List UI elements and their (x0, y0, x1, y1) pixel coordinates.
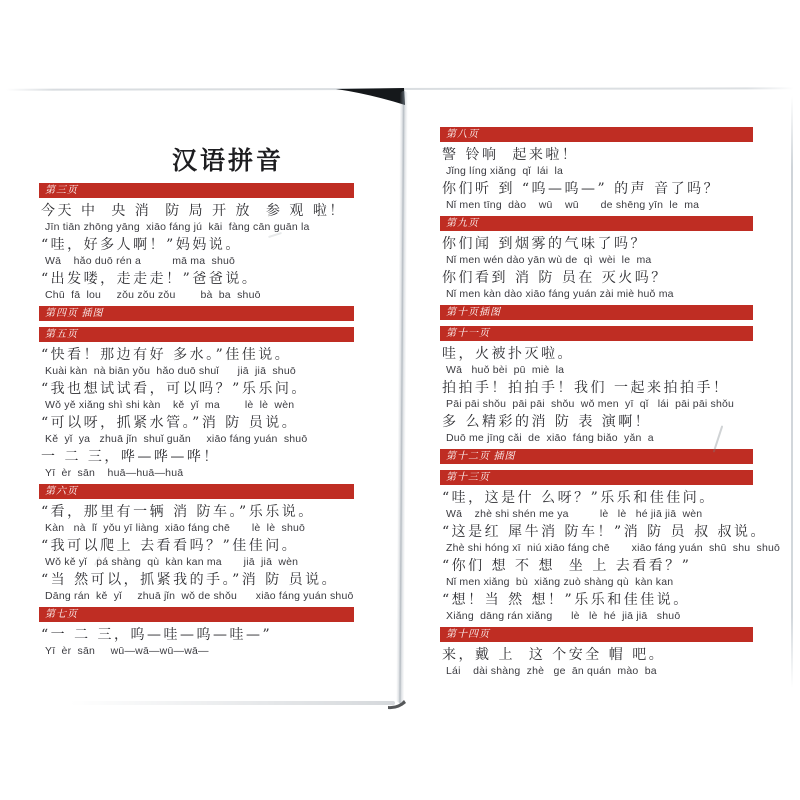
section-header: 第八页 (440, 127, 753, 142)
section-header: 第五页 (39, 327, 354, 342)
chinese-text-line: “看，那里有一辆 消 防车。”乐乐说。 (41, 504, 315, 520)
pinyin-text-line: Zhè shi hóng xī niú xiāo fáng chē xiāo fáng yuán shū shu shuō (446, 542, 781, 554)
pinyin-text-line: Lái dài shàng zhè ge ān quán mào ba (446, 665, 657, 677)
pinyin-text-line: Xiǎng dāng rán xiǎng lè lè hé jiā jiā shuō (446, 610, 681, 622)
chinese-text-line: “快看！那边有好 多水。”佳佳说。 (41, 347, 292, 363)
section-header: 第十页插图 (440, 305, 753, 320)
pinyin-text-line: Yī èr sān wū—wā—wū—wā— (45, 645, 209, 657)
chinese-text-line: “这是红 犀牛消 防车！”消 防 员 叔 叔说。 (442, 524, 768, 540)
pinyin-text-line: Pāi pāi shǒu pāi pāi shǒu wǒ men yī qǐ lái pāi pāi shǒu (446, 398, 735, 410)
pinyin-text-line: Wǒ yě xiǎng shì shi kàn kě yǐ ma lè lè wèn (45, 399, 295, 411)
chinese-text-line: “我可以爬上 去看看吗？”佳佳问。 (41, 538, 299, 554)
pinyin-text-line: Duō me jīng cǎi de xiāo fáng biǎo yǎn a (446, 432, 654, 444)
left-page-content (39, 183, 354, 659)
chinese-text-line: “哇，好多人啊！”妈妈说。 (41, 237, 242, 253)
pinyin-text-line: Jīn tiān zhōng yāng xiāo fáng jú kāi fàng cān guān la (45, 221, 310, 233)
chinese-text-line: “哇，这是什 么呀？”乐乐和佳佳问。 (442, 490, 716, 506)
pinyin-text-line: Chū fā lou zǒu zǒu zǒu bà ba shuō (45, 289, 261, 301)
chinese-text-line: 今天 中 央 消 防 局 开 放 参 观 啦！ (41, 203, 346, 219)
chinese-text-line: 拍拍手！拍拍手！我们 一起来拍拍手！ (442, 380, 730, 396)
pinyin-text-line: Nǐ men xiǎng bù xiǎng zuò shàng qù kàn kan (446, 576, 674, 588)
section-header: 第十一页 (440, 326, 753, 341)
pinyin-text-line: Kuài kàn nà biān yǒu hǎo duō shuǐ jiā jiā shuō (45, 365, 296, 377)
chinese-text-line: “想！当 然 想！”乐乐和佳佳说。 (442, 592, 690, 608)
pinyin-text-line: Nǐ men tīng dào wū wū de shēng yīn le ma (446, 199, 700, 211)
right-page-content (440, 127, 781, 679)
pinyin-text-line: Wā hǎo duō rén a mā ma shuō (45, 255, 236, 267)
pinyin-text-line: Kě yǐ ya zhuā jǐn shuǐ guǎn xiāo fáng yuán shuō (45, 433, 308, 445)
page-right-edge (791, 96, 793, 688)
pinyin-text-line: Dāng rán kě yǐ zhuā jǐn wǒ de shǒu xiāo fáng yuán shuō (45, 590, 354, 602)
chinese-text-line: “出发喽，走走走！”爸爸说。 (41, 271, 259, 287)
section-header: 第七页 (39, 607, 354, 622)
section-header: 第十三页 (440, 470, 753, 485)
chinese-text-line: 警 铃响 起来啦！ (442, 147, 579, 163)
chinese-text-line: 来，戴 上 这 个安全 帽 吧。 (442, 647, 666, 663)
section-header: 第三页 (39, 183, 354, 198)
book-spine (396, 91, 408, 703)
chinese-text-line: “我也想试试看，可以吗？”乐乐问。 (41, 381, 308, 397)
pinyin-text-line: Nǐ men wén dào yān wù de qì wèi le ma (446, 254, 652, 266)
pinyin-text-line: Yī èr sān huā—huā—huā (45, 467, 184, 479)
chinese-text-line: “可以呀，抓紧水管。”消 防 员说。 (41, 415, 299, 431)
chinese-text-line: 你们闻 到烟雾的气味了吗？ (442, 236, 647, 252)
section-header: 第四页 插图 (39, 306, 354, 321)
page-title: 汉语拼音 (172, 147, 285, 175)
chinese-text-line: 一 二 三，哗—哗—哗！ (41, 449, 220, 465)
pinyin-text-line: Nǐ men kàn dào xiāo fáng yuán zài miè huǒ ma (446, 288, 674, 300)
pinyin-text-line: Wǒ kě yǐ pá shàng qù kàn kan ma jiā jiā wèn (45, 556, 299, 568)
section-header: 第九页 (440, 216, 753, 231)
chinese-text-line: 你们看到 消 防 员在 灭火吗？ (442, 270, 668, 286)
pinyin-text-line: Jǐng líng xiǎng qǐ lái la (446, 165, 564, 177)
pinyin-text-line: Wā zhè shi shén me ya lè lè hé jiā jiā wèn (446, 508, 703, 520)
section-header: 第十二页 插图 (440, 449, 753, 464)
section-header: 第十四页 (440, 627, 753, 642)
pinyin-text-line: Kàn nà lǐ yǒu yī liàng xiāo fáng chē lè lè shuō (45, 522, 306, 534)
pinyin-text-line: Wā huǒ bèi pū miè la (446, 364, 565, 376)
chinese-text-line: “一 二 三，呜—哇—呜—哇—” (41, 627, 273, 643)
chinese-text-line: 哇，火被扑灭啦。 (442, 346, 574, 362)
chinese-text-line: “当 然可以，抓紧我的手。”消 防 员说。 (41, 572, 339, 588)
section-header: 第六页 (39, 484, 354, 499)
left-page-bottom-shadow (70, 701, 395, 705)
chinese-text-line: 多 么精彩的消 防 表 演啊！ (442, 414, 652, 430)
chinese-text-line: “你们 想 不 想 坐 上 去看看？” (442, 558, 692, 574)
page-top-edge (6, 87, 794, 90)
chinese-text-line: 你们听 到 “呜—呜—” 的声 音了吗？ (442, 181, 721, 197)
